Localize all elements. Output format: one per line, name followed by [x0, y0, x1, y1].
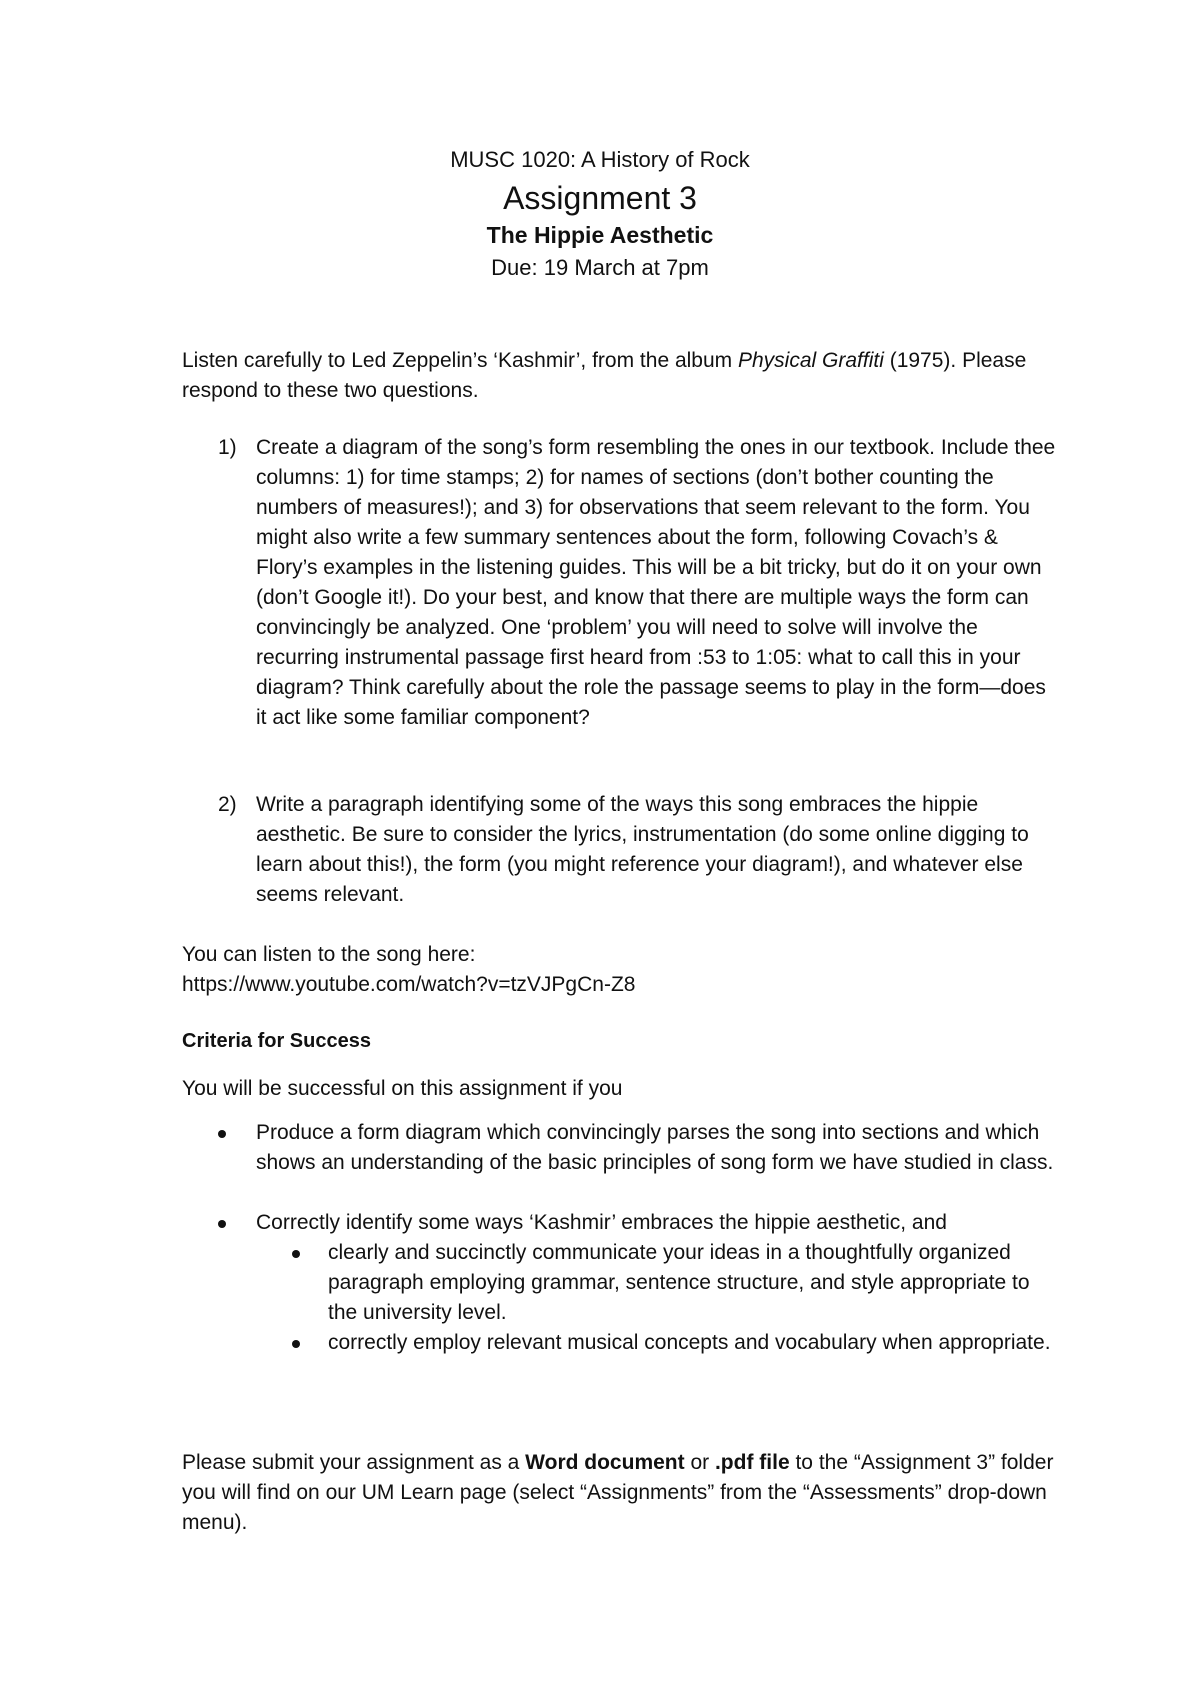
question-text: Create a diagram of the song’s form resembling the ones in our textbook. Include thee columns: 1) for time stamps; 2) for names of sections (don’t bother counting the numbers of measures!); and 3) for observations that seem relevant to the form. You might also write a few summary sentences about the form, following Covach’s & Flory’s examples in the listening guides. This will be a bit tricky, but do it on your own (don’t Google it!). Do your best, and know that there are multiple ways the form can convincingly be analyzed. One ‘problem’ you will need to solve will involve the recurring instrumental passage first heard from :53 to 1:05: what to call this in your diagram? Think carefully about the role the passage seems to play in the form—does it act like some familiar component?: [256, 436, 1056, 729]
due-date: Due: 19 March at 7pm: [491, 255, 709, 280]
submission-instructions: [182, 1448, 1062, 1538]
intro-paragraph: [182, 346, 1062, 406]
submit-format-pdf: .pdf file: [714, 1451, 790, 1474]
intro-text-1: Listen carefully to Led Zeppelin’s ‘Kashmir’, from the album: [182, 349, 738, 372]
question-text: Write a paragraph identifying some of the ways this song embraces the hippie aesthetic. Be sure to consider the lyrics, instrumentation (do some online digging to learn about this!), the form (you might reference your diagram!), and whatever else seems relevant.: [256, 793, 1029, 906]
question-list: [182, 790, 1062, 910]
submit-text-1: Please submit your assignment as a: [182, 1451, 526, 1474]
question-number: 1): [218, 436, 237, 459]
question-list: [182, 433, 1062, 733]
criteria-sublist: [182, 1328, 1062, 1358]
bullet-icon: [218, 1220, 226, 1228]
listen-label: You can listen to the song here:: [182, 943, 476, 966]
criteria-intro: You will be successful on this assignment if you: [182, 1077, 623, 1100]
course-name: MUSC 1020: A History of Rock: [450, 147, 750, 172]
song-link[interactable]: https://www.youtube.com/watch?v=tzVJPgCn-Z8: [182, 973, 636, 996]
criteria-list: [182, 1208, 1062, 1238]
criteria-heading: Criteria for Success: [182, 1030, 371, 1052]
criteria-item: [182, 1118, 1062, 1178]
criteria-subitem: [182, 1328, 1062, 1358]
criteria-text: Produce a form diagram which convincingly parses the song into sections and which shows an understanding of the basic principles of song form we have studied in class.: [256, 1121, 1054, 1174]
bullet-icon: [218, 1130, 226, 1138]
listen-paragraph: [182, 940, 1062, 1000]
criteria-subitem: [182, 1238, 1062, 1328]
question-item: [182, 790, 1062, 910]
criteria-list: [182, 1118, 1062, 1178]
assignment-subtitle: The Hippie Aesthetic: [486, 222, 714, 248]
question-number: 2): [218, 793, 237, 816]
bullet-icon: [292, 1250, 300, 1258]
criteria-text: Correctly identify some ways ‘Kashmir’ embraces the hippie aesthetic, and: [256, 1211, 947, 1234]
criteria-item: [182, 1208, 1062, 1238]
submit-text-2: or: [684, 1451, 715, 1474]
album-title: Physical Graffiti: [738, 349, 884, 372]
criteria-subtext: correctly employ relevant musical concepts and vocabulary when appropriate.: [328, 1331, 1051, 1354]
criteria-sublist: [182, 1238, 1062, 1328]
assignment-title: Assignment 3: [503, 180, 697, 216]
question-item: [182, 433, 1062, 733]
intro-text-2: (1975). Please respond to these two questions.: [182, 349, 1027, 402]
criteria-subtext: clearly and succinctly communicate your ideas in a thoughtfully organized paragraph employing grammar, sentence structure, and style appropriate to the university level.: [328, 1241, 1030, 1324]
bullet-icon: [292, 1340, 300, 1348]
submit-format-word: Word document: [525, 1451, 685, 1474]
submit-text-3: to the “Assignment 3” folder you will find on our UM Learn page (select “Assignments” from the “Assessments” drop-down menu).: [182, 1451, 1054, 1534]
